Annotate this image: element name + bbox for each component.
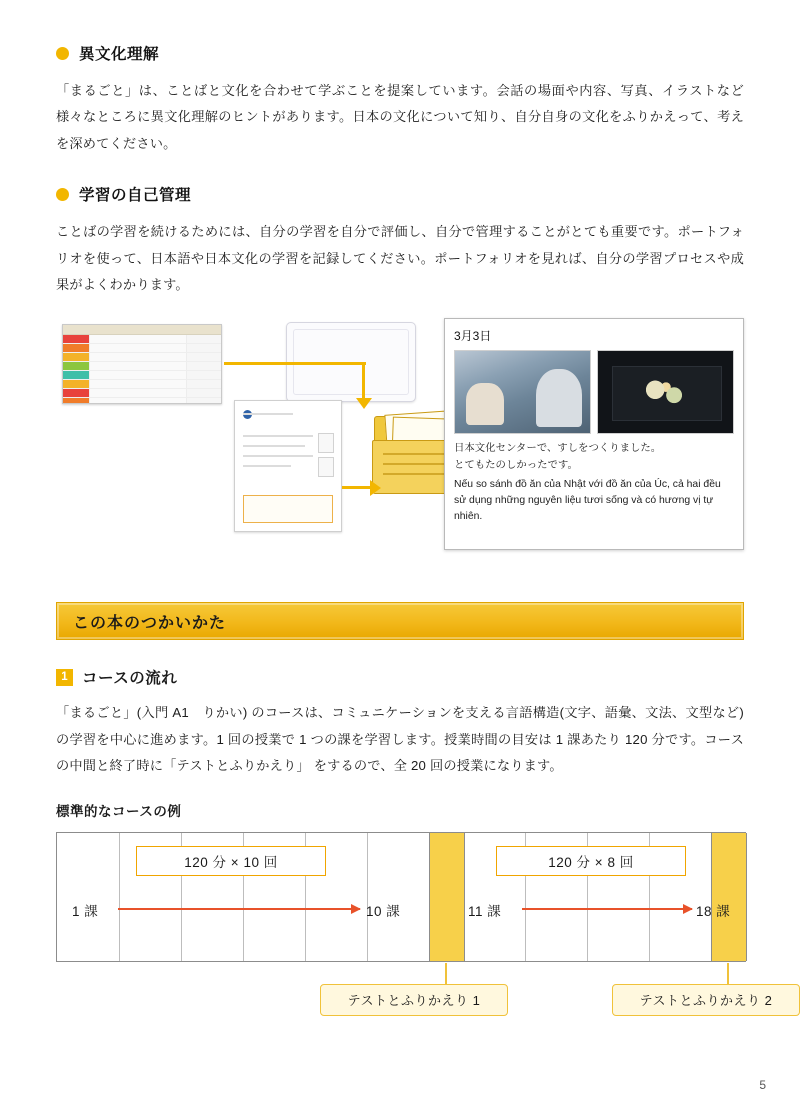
bullet-dot-icon [56, 47, 69, 60]
checklist-row [63, 353, 221, 362]
lesson-end-block2: 18 課 [696, 903, 731, 919]
flow-arrow-head-icon [356, 398, 372, 409]
course-arrow-block1 [118, 908, 360, 910]
duration-box-block2: 120 分 × 8 回 [496, 846, 686, 876]
photo-row [454, 350, 734, 434]
section-banner-label: この本のつかいかた [73, 614, 227, 632]
portfolio-photo-panel [444, 318, 744, 550]
checklist-row [63, 362, 221, 371]
page-number: 5 [759, 1078, 766, 1092]
test-band-2 [711, 833, 747, 961]
course-arrow-block2 [522, 908, 692, 910]
checklist-row [63, 389, 221, 398]
lesson-start-block2: 11 課 [468, 903, 502, 919]
portfolio-figure [56, 318, 744, 568]
numbered-heading-course-flow [56, 666, 744, 688]
section-body-cross-cultural: 「まるごと」は、ことばと文化を合わせて学ぶことを提案しています。会話の場面や内容、写真、イラストなど様々なところに異文化理解のヒントがあります。日本の文化について知り、自分自身の文化をふりかえって、考えを深めてください。 [56, 83, 744, 151]
flow-arrow-from-sheet [342, 486, 372, 489]
photo-caption-vietnamese: Nếu so sánh đồ ăn của Nhật với đồ ăn của Úc, cả hai đều sử dụng những nguyên liệu tươi sống và có hương vị tự nhiên. [454, 478, 721, 522]
checklist-header-bar [63, 325, 221, 335]
photo-sushi-making [454, 350, 591, 434]
section-heading-self-management [56, 183, 744, 205]
checklist-row [63, 371, 221, 380]
portfolio-checklist-image [62, 324, 222, 404]
photo-caption [454, 441, 734, 525]
section-banner-how-to-use [56, 602, 744, 640]
lesson-end-block1: 10 課 [366, 903, 401, 919]
photo-caption-jp-line2: とてもたのしかったです。 [454, 459, 578, 471]
course-example-subheading: 標準的なコースの例 [56, 803, 182, 819]
photo-sushi-plate [597, 350, 734, 434]
lesson-start-block1: 1 課 [72, 903, 99, 919]
section-number-badge: 1 [56, 669, 73, 686]
test-callout-2: テストとふりかえり 2 [612, 984, 800, 1016]
numbered-heading-label: コースの流れ [82, 670, 178, 688]
flow-arrow-horizontal [224, 362, 366, 365]
checklist-row [63, 335, 221, 344]
checklist-row [63, 380, 221, 389]
numbered-section-body: 「まるごと」(入門 A1 りかい) のコースは、コミュニケーションを支える言語構造(文字、語彙、文法、文型など) の学習を中心に進めます。1 回の授業で 1 つの課を学習します。授業時間の目安は 1 課あたり 120 分です。コースの中間と終了時に「テストとふりかえり」 をするので、全 20 回の授業になります。 [56, 705, 744, 774]
section-body-self-management: ことばの学習を続けるためには、自分の学習を自分で評価し、自分で管理することがとても重要です。ポートフォリオを使って、日本語や日本文化の学習を記録してください。ポートフォリオを見れば、自分の学習プロセスや成果がよくわかります。 [56, 224, 744, 293]
worksheet-page-image [234, 400, 342, 532]
course-flow-diagram [56, 832, 773, 1037]
test-callout-1: テストとふりかえり 1 [320, 984, 508, 1016]
bullet-dot-icon [56, 188, 69, 201]
flow-arrow-head-icon [370, 480, 381, 496]
duration-box-block1: 120 分 × 10 回 [136, 846, 326, 876]
section-heading-label: 異文化理解 [79, 46, 160, 63]
section-heading-label: 学習の自己管理 [79, 187, 192, 205]
photo-caption-jp-line1: 日本文化センターで、すしをつくりました。 [454, 443, 662, 455]
photo-panel-date: 3月3日 [454, 329, 492, 344]
flow-arrow-vertical [362, 362, 365, 400]
worksheet-highlight-box [243, 495, 333, 523]
test-band-1 [429, 833, 465, 961]
checklist-row [63, 398, 221, 404]
section-heading-cross-cultural [56, 42, 744, 64]
checklist-row [63, 344, 221, 353]
